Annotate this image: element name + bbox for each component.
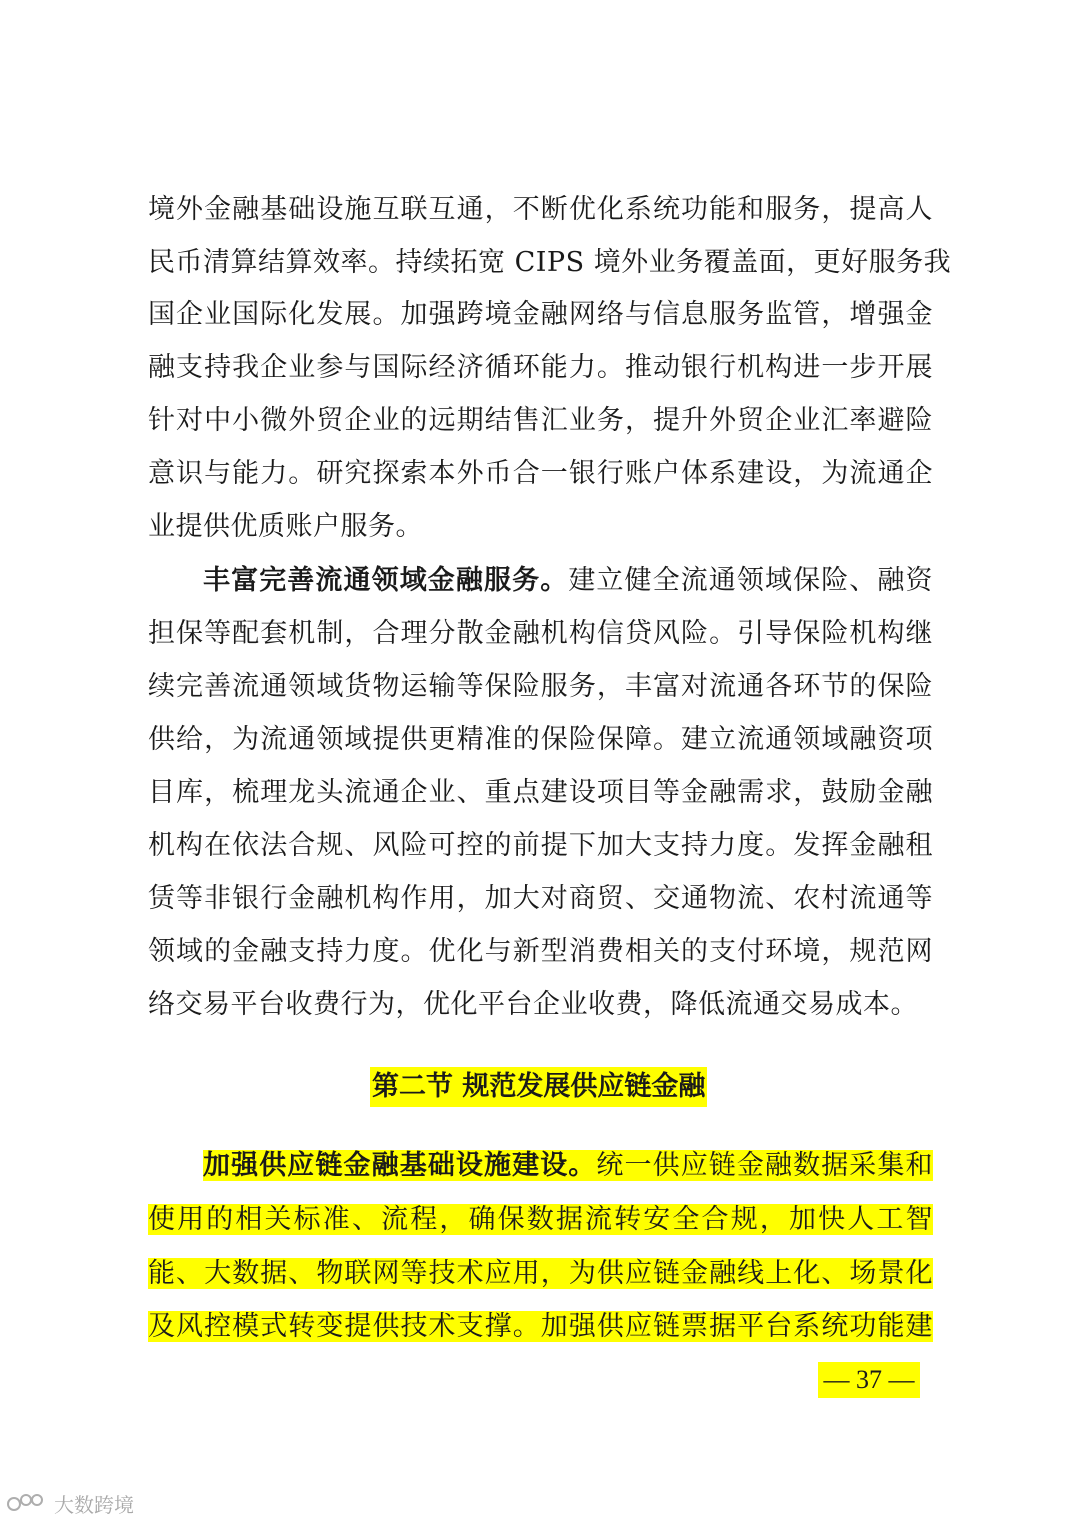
paragraph3-line [148, 1202, 933, 1238]
paragraph1-line: 国企业国际化发展。加强跨境金融网络与信息服务监管，增强金 [148, 299, 933, 330]
paragraph2-line: 目库，梳理龙头流通企业、重点建设项目等金融需求，鼓励金融 [148, 777, 933, 808]
paragraph3-line-text: 及风控模式转变提供技术支撑。加强供应链票据平台系统功能建 [148, 1311, 933, 1342]
paragraph2-line: 供给，为流通领域提供更精准的保险保障。建立流通领域融资项 [148, 724, 933, 755]
section-heading: 第二节 规范发展供应链金融 [370, 1067, 707, 1107]
paragraph1-line: 针对中小微外贸企业的远期结售汇业务，提升外贸企业汇率避险 [148, 405, 933, 436]
paragraph3-first-rest: 统一供应链金融数据采集和 [596, 1150, 934, 1181]
paragraph3-line [148, 1309, 933, 1345]
paragraph3-line-text: 能、大数据、物联网等技术应用，为供应链金融线上化、场景化 [148, 1258, 933, 1289]
paragraph3-line [148, 1256, 933, 1292]
paragraph1-line: 融支持我企业参与国际经济循环能力。推动银行机构进一步开展 [148, 352, 933, 383]
paragraph1-line: 境外金融基础设施互联互通，不断优化系统功能和服务，提高人 [148, 194, 933, 225]
paragraph1-line: 民币清算结算效率。持续拓宽 CIPS 境外业务覆盖面，更好服务我 [148, 247, 952, 278]
paragraph3-first-line [203, 1148, 933, 1184]
paragraph1-line: 意识与能力。研究探索本外币合一银行账户体系建设，为流通企 [148, 458, 933, 489]
paragraph1-line: 业提供优质账户服务。 [148, 511, 423, 542]
paragraph2-line: 机构在依法合规、风险可控的前提下加大支持力度。发挥金融租 [148, 830, 933, 861]
paragraph2-lead: 丰富完善流通领域金融服务。 [203, 565, 569, 596]
page-number: — 37 — [818, 1362, 920, 1398]
paragraph2-line: 担保等配套机制，合理分散金融机构信贷风险。引导保险机构继 [148, 618, 933, 649]
watermark [6, 1488, 134, 1518]
paragraph3-lead: 加强供应链金融基础设施建设。 [203, 1150, 597, 1181]
watermark-logo-icon [6, 1491, 50, 1515]
paragraph3-line-text: 使用的相关标准、流程，确保数据流转安全合规，加快人工智 [148, 1204, 933, 1235]
paragraph2-first-line [203, 563, 933, 599]
watermark-text: 大数跨境 [54, 1492, 134, 1517]
paragraph2-first-rest: 建立健全流通领域保险、融资 [568, 565, 934, 596]
paragraph2-line: 领域的金融支持力度。优化与新型消费相关的支付环境，规范网 [148, 936, 933, 967]
paragraph2-line: 络交易平台收费行为，优化平台企业收费，降低流通交易成本。 [148, 989, 918, 1020]
paragraph2-line: 赁等非银行金融机构作用，加大对商贸、交通物流、农村流通等 [148, 883, 933, 914]
paragraph2-line: 续完善流通领域货物运输等保险服务，丰富对流通各环节的保险 [148, 671, 933, 702]
